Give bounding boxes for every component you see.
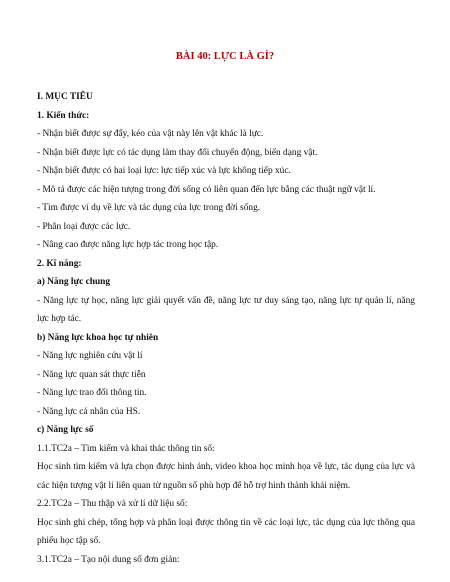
section-heading-objectives: I. MỤC TIÊU [37, 92, 93, 102]
digital-text: Học sinh ghi chép, tổng hợp và phân loại được thông tin về các loại lực, tác dụng của lực thông qua phiếu học tập số. [37, 517, 415, 546]
knowledge-item: - Nhận biết được lực có tác dụng làm thay đổi chuyển động, biến dạng vật. [37, 147, 318, 158]
science-item: - Năng lực cá nhân của HS. [37, 406, 141, 417]
subheading-general-competence: a) Năng lực chung [37, 277, 111, 287]
knowledge-item: - Nhận biết được sự đẩy, kéo của vật này lên vật khác là lực. [37, 129, 264, 139]
subheading-knowledge: 1. Kiến thức: [37, 110, 90, 121]
document-body [37, 88, 415, 569]
science-item: - Năng lực trao đổi thông tin. [37, 388, 147, 398]
knowledge-item: - Nâng cao được năng lực hợp tác trong học tập. [37, 240, 219, 250]
digital-code: 2.2.TC2a – Thu thập và xử lí dữ liệu số: [37, 499, 188, 509]
subheading-digital-competence: c) Năng lực số [37, 425, 94, 435]
knowledge-item: - Tìm được ví dụ về lực và tác dụng của lực trong đời sống. [37, 203, 261, 213]
knowledge-item: - Phân loại được các lực. [37, 221, 131, 232]
knowledge-item: - Nhận biết được có hai loại lực: lực tiếp xúc và lực không tiếp xúc. [37, 166, 291, 176]
digital-code: 3.1.TC2a – Tạo nội dung số đơn giản: [37, 554, 180, 565]
subheading-science-competence: b) Năng lực khoa học tự nhiên [37, 332, 159, 343]
science-item: - Năng lực nghiên cứu vật lí [37, 351, 143, 361]
digital-text: Học sinh tìm kiếm và lựa chọn được hình ảnh, video khoa học minh họa về lực, tác dụng của lực và các hiện tượng vật lí liên quan từ nguồn số phù hợp để hỗ trợ hình thành khái niệm. [37, 462, 415, 491]
digital-code: 1.1.TC2a – Tìm kiếm và khai thác thông tin số: [37, 443, 215, 454]
science-item: - Năng lực quan sát thực tiễn [37, 369, 146, 380]
subheading-skills: 2. Kĩ năng: [37, 258, 82, 269]
lesson-title: BÀI 40: LỰC LÀ GÌ? [175, 51, 275, 62]
knowledge-item: - Mô tả được các hiện tượng trong đời sống có liên quan đến lực bằng các thuật ngữ vật lí. [37, 184, 376, 195]
general-competence-text: - Năng lực tự học, năng lực giải quyết vấn đề, năng lực tư duy sáng tạo, năng lực tự quản lí, năng lực hợp tác. [37, 295, 415, 324]
